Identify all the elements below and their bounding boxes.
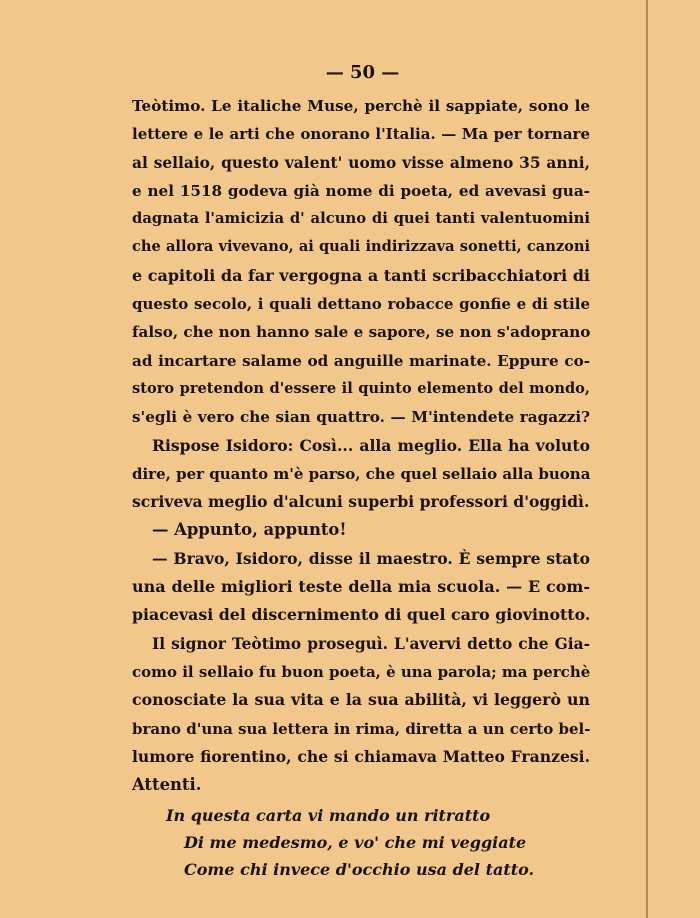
text-line: Attenti. xyxy=(132,775,202,795)
text-line: Il signor Teòtimo proseguì. L'avervi detto che Gia- xyxy=(152,634,590,653)
text-line: como il sellaio fu buon poeta, è una parola; ma perchè xyxy=(132,662,591,681)
text-line: una delle migliori teste della mia scuola. — E com- xyxy=(132,577,590,597)
text-line: — Bravo, Isidoro, disse il maestro. È sempre stato xyxy=(152,548,590,568)
poem-line: Di me medesmo, e vo' che mi veggiate xyxy=(184,833,527,852)
page-margin xyxy=(648,0,700,918)
text-line: scriveva meglio d'alcuni superbi professori d'oggidì. xyxy=(132,492,590,512)
text-line: falso, che non hanno sale e sapore, se non s'adoprano xyxy=(132,323,591,342)
text-line: conosciate la sua vita e la sua abilità, vi leggerò un xyxy=(132,690,590,710)
text-line: Rispose Isidoro: Così... alla meglio. Ella ha voluto xyxy=(152,435,590,455)
poem-line: In questa carta vi mando un ritratto xyxy=(166,806,491,825)
page-number: — 50 — xyxy=(325,62,400,83)
text-line: Teòtimo. Le italiche Muse, perchè il sappiate, sono le xyxy=(132,97,590,115)
text-line: che allora vivevano, ai quali indirizzava sonetti, canzoni xyxy=(132,238,590,256)
text-line: piacevasi del discernimento di quel caro giovinotto. xyxy=(132,605,591,625)
text-line: storo pretendon d'essere il quinto elemento del mondo, xyxy=(132,379,590,397)
text-line: s'egli è vero che sian quattro. — M'intendete ragazzi? xyxy=(132,408,590,427)
text-line: lumore fiorentino, che si chiamava Matteo Franzesi. xyxy=(132,746,590,766)
text-line: — Appunto, appunto! xyxy=(152,520,347,540)
poem-quote xyxy=(166,802,534,883)
text-line: dagnata l'amicizia d' alcuno di quei tanti valentuomini xyxy=(132,210,590,228)
body-text xyxy=(132,92,590,799)
text-line: e nel 1518 godeva già nome di poeta, ed avevasi gua- xyxy=(132,181,590,200)
text-line: questo secolo, i quali dettano robacce gonfie e di stile xyxy=(132,295,590,314)
text-line: e capitoli da far vergogna a tanti scribacchiatori di xyxy=(132,265,590,285)
page-edge xyxy=(646,0,648,918)
text-line: al sellaio, questo valent' uomo visse almeno 35 anni, xyxy=(132,153,590,172)
poem-line: Come chi invece d'occhio usa del tatto. xyxy=(184,860,535,879)
text-line: ad incartare salame od anguille marinate. Eppure co- xyxy=(132,351,590,370)
text-line: brano d'una sua lettera in rima, diretta a un certo bel- xyxy=(132,719,591,738)
text-line: lettere e le arti che onorano l'Italia. — Ma per tornare xyxy=(132,125,590,144)
text-line: dire, per quanto m'è parso, che quel sellaio alla buona xyxy=(132,464,591,483)
